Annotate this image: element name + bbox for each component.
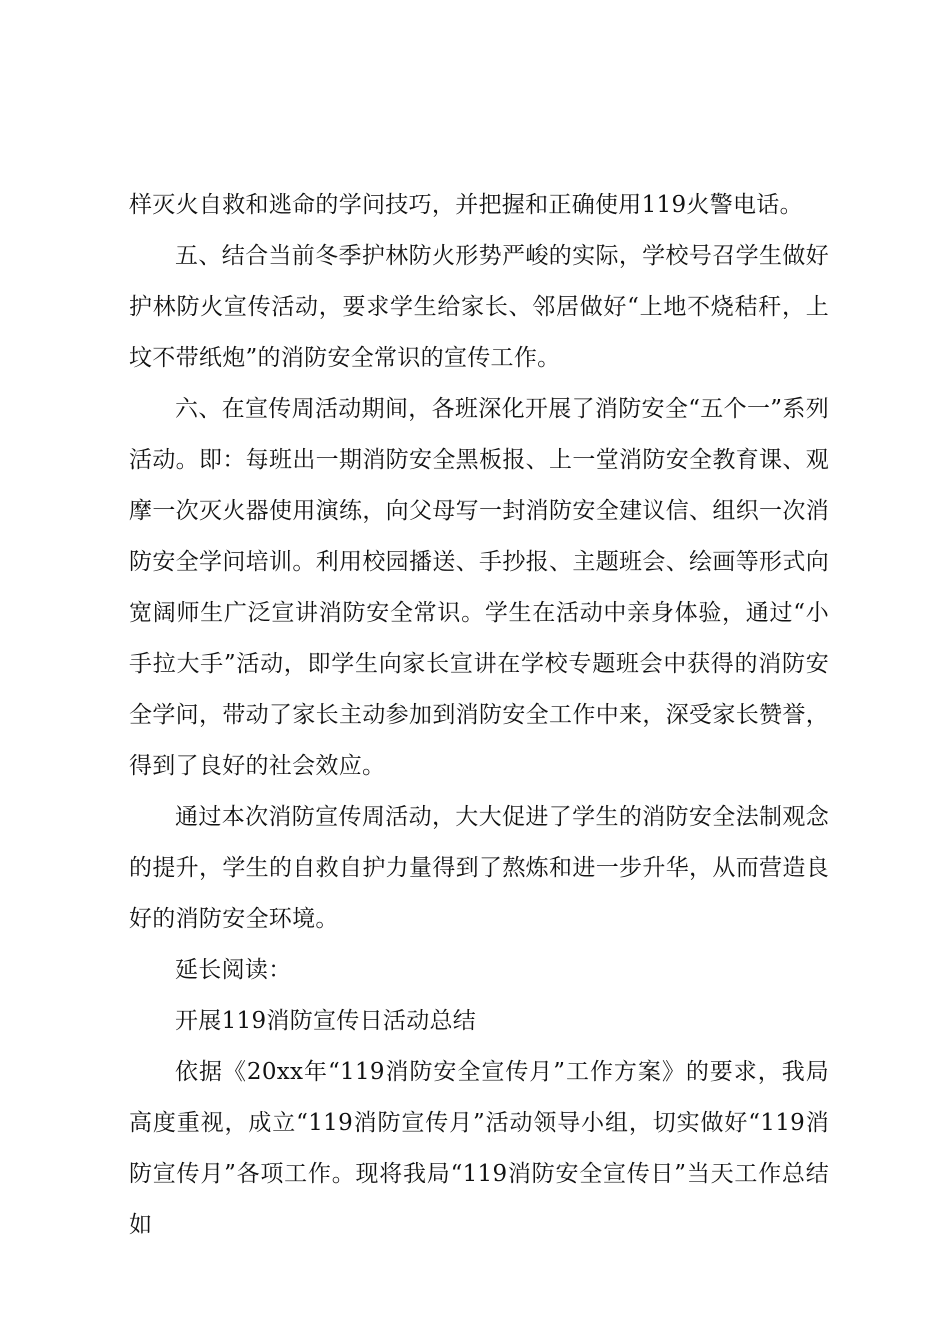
- paragraph-item-five: 五、结合当前冬季护林防火形势严峻的实际，学校号召学生做好护林防火宣传活动，要求学生给家长、邻居做好“上地不烧秸秆，上坟不带纸炮”的消防安全常识的宣传工作。: [129, 243, 829, 371]
- paragraph-intro: 依据《20xx年“119消防安全宣传月”工作方案》的要求，我局高度重视，成立“119消防宣传月”活动领导小组，切实做好“119消防宣传月”各项工作。现将我局“119消防安全宣传日”当天工作总结如: [129, 1059, 829, 1238]
- paragraph-continuation: 样灭火自救和逃命的学问技巧，并把握和正确使用119火警电话。: [129, 192, 803, 218]
- paragraph-conclusion: 通过本次消防宣传周活动，大大促进了学生的消防安全法制观念的提升，学生的自救自护力量得到了熬炼和进一步升华，从而营造良好的消防安全环境。: [129, 804, 829, 932]
- extended-reading-label: 延长阅读：: [175, 957, 292, 983]
- document-body: [129, 180, 829, 1251]
- paragraph-item-six: 六、在宣传周活动期间，各班深化开展了消防安全“五个一”系列活动。即：每班出一期消防安全黑板报、上一堂消防安全教育课、观摩一次灭火器使用演练，向父母写一封消防安全建议信、组织一次消防安全学问培训。利用校园播送、手抄报、主题班会、绘画等形式向宽阔师生广泛宣讲消防安全常识。学生在活动中亲身体验，通过“小手拉大手”活动，即学生向家长宣讲在学校专题班会中获得的消防安全学问，带动了家长主动参加到消防安全工作中来，深受家长赞誉，得到了良好的社会效应。: [129, 396, 829, 779]
- section-title: 开展119消防宣传日活动总结: [175, 1008, 477, 1034]
